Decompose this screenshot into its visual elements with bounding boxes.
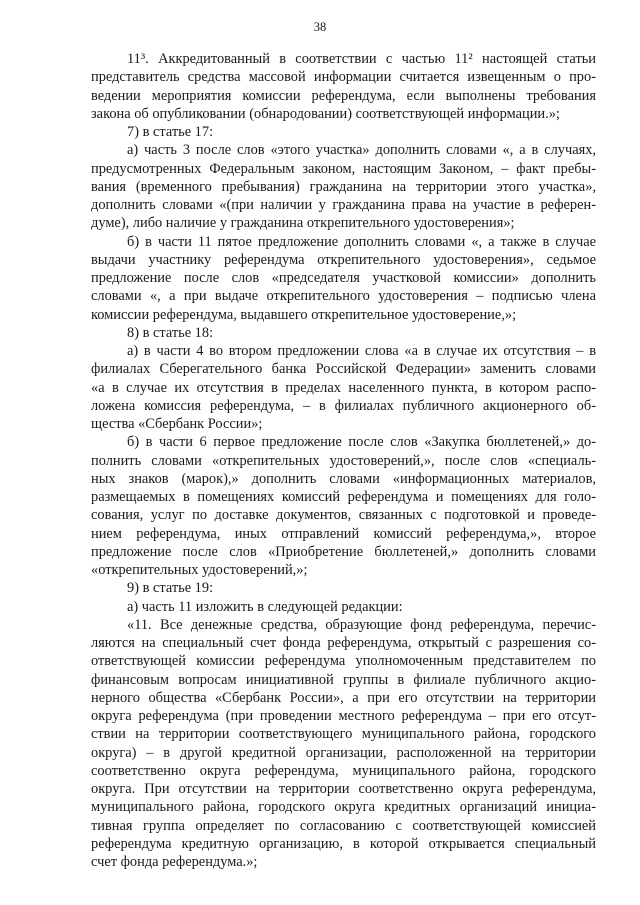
text-line: референдума кредитную организацию, в которой открывается специальный bbox=[91, 835, 596, 852]
text-line: «открепительных удостоверений,»; bbox=[91, 562, 308, 578]
text-line: словами «, а при выдаче открепительного удостоверения – подписью члена bbox=[91, 288, 596, 305]
text-line: ложена комиссия референдума, – в филиалах публичного акционерного об- bbox=[91, 397, 596, 414]
text-line: предусмотренных Федеральным законом, настоящим Законом, – факт пребы- bbox=[91, 160, 596, 177]
text-line: б) в части 11 пятое предложение дополнить словами «, а также в случае bbox=[127, 233, 596, 250]
text-line: финансовым вопросам инициативной группы в филиале публичного акцио- bbox=[91, 671, 596, 688]
text-line: ляются на специальный счет фонда референдума, открытый с разрешения со- bbox=[91, 635, 596, 651]
text-line: 7) в статье 17: bbox=[127, 124, 214, 140]
text-line: вания (временного пребывания) гражданина на территории этого участка», bbox=[91, 178, 596, 195]
text-line: филиалах Сберегательного банка Российской Федерации» заменить словами bbox=[91, 361, 596, 378]
text-line: нием референдума, иных отправлений комиссий референдума,», второе bbox=[91, 525, 596, 542]
text-line: дополнить словами «(при наличии у гражданина права на участие в референ- bbox=[91, 197, 596, 213]
text-line: закона об опубликовании (обнародовании) соответствующей информации.»; bbox=[91, 105, 560, 122]
text-line: представитель средства массовой информации считается извещенным о про- bbox=[91, 69, 596, 86]
text-line: «а в случае их отсутствия в пределах населенного пункта, в котором распо- bbox=[91, 379, 596, 396]
text-line: округа) – в другой кредитной организации, расположенной на территории bbox=[91, 744, 596, 761]
text-line: а) часть 3 после слов «этого участка» дополнить словами «, а в случаях, bbox=[127, 142, 596, 159]
text-line: счет фонда референдума.»; bbox=[91, 854, 258, 870]
text-line: округа референдума (при проведении местного референдума – при его отсут- bbox=[91, 708, 596, 724]
text-line: полнить словами «открепительных удостоверений,», после слов «специаль- bbox=[91, 452, 596, 469]
text-line: «11. Все денежные средства, образующие фонд референдума, перечис- bbox=[127, 616, 596, 633]
text-line: тивная группа определяет по согласованию с соответствующей комиссией bbox=[91, 817, 596, 834]
text-line: б) в части 6 первое предложение после слов «Закупка бюллетеней,» до- bbox=[127, 434, 596, 451]
text-line: округа. При отсутствии на территории соответственно округа референдума, bbox=[91, 781, 596, 797]
text-line: 8) в статье 18: bbox=[127, 324, 214, 341]
text-line: а) часть 11 изложить в следующей редакции: bbox=[127, 598, 403, 615]
text-line: выдачи участнику референдума открепительного удостоверения», седьмое bbox=[91, 251, 596, 268]
text-line: ных знаков (марок),» дополнить словами «информационных материалов, bbox=[91, 470, 596, 487]
text-line: предложение после слов «Приобретение бюллетеней,» дополнить словами bbox=[91, 543, 596, 560]
text-line: думе), либо наличие у гражданина открепительного удостоверения»; bbox=[91, 215, 515, 232]
text-line: 11³. Аккредитованный в соответствии с частью 11² настоящей статьи bbox=[127, 51, 596, 67]
text-line: размещаемых в помещениях комиссий референдума и помещениях для голо- bbox=[91, 489, 596, 505]
text-line: муниципального района, городского округа кредитных организаций инициа- bbox=[91, 799, 596, 816]
text-line: 9) в статье 19: bbox=[127, 580, 214, 597]
text-line: предложение после слов «председателя участковой комиссии» дополнить bbox=[91, 270, 596, 286]
text-line: а) в части 4 во втором предложении слова «а в случае их отсутствия – в bbox=[127, 343, 596, 359]
text-line: нерного общества «Сбербанк России», а при его отсутствии на территории bbox=[91, 689, 596, 706]
text-line: ответствующей комиссии референдума уполномоченным представителем по bbox=[91, 653, 596, 670]
text-line: ведении мероприятия комиссии референдума, если выполнены требования bbox=[91, 87, 596, 104]
text-line: ствии на территории соответствующего муниципального района, городского bbox=[91, 726, 596, 743]
text-line: соответственно округа референдума, муниципального района, городского bbox=[91, 762, 596, 779]
text-line: щества «Сбербанк России»; bbox=[91, 416, 263, 432]
document-text bbox=[91, 50, 596, 871]
text-line: комиссии референдума, выдавшего открепительное удостоверение,»; bbox=[91, 306, 517, 323]
text-line: сования, услуг по доставке документов, связанных с подготовкой и проведе- bbox=[91, 507, 596, 524]
page-number: 38 bbox=[313, 20, 327, 34]
